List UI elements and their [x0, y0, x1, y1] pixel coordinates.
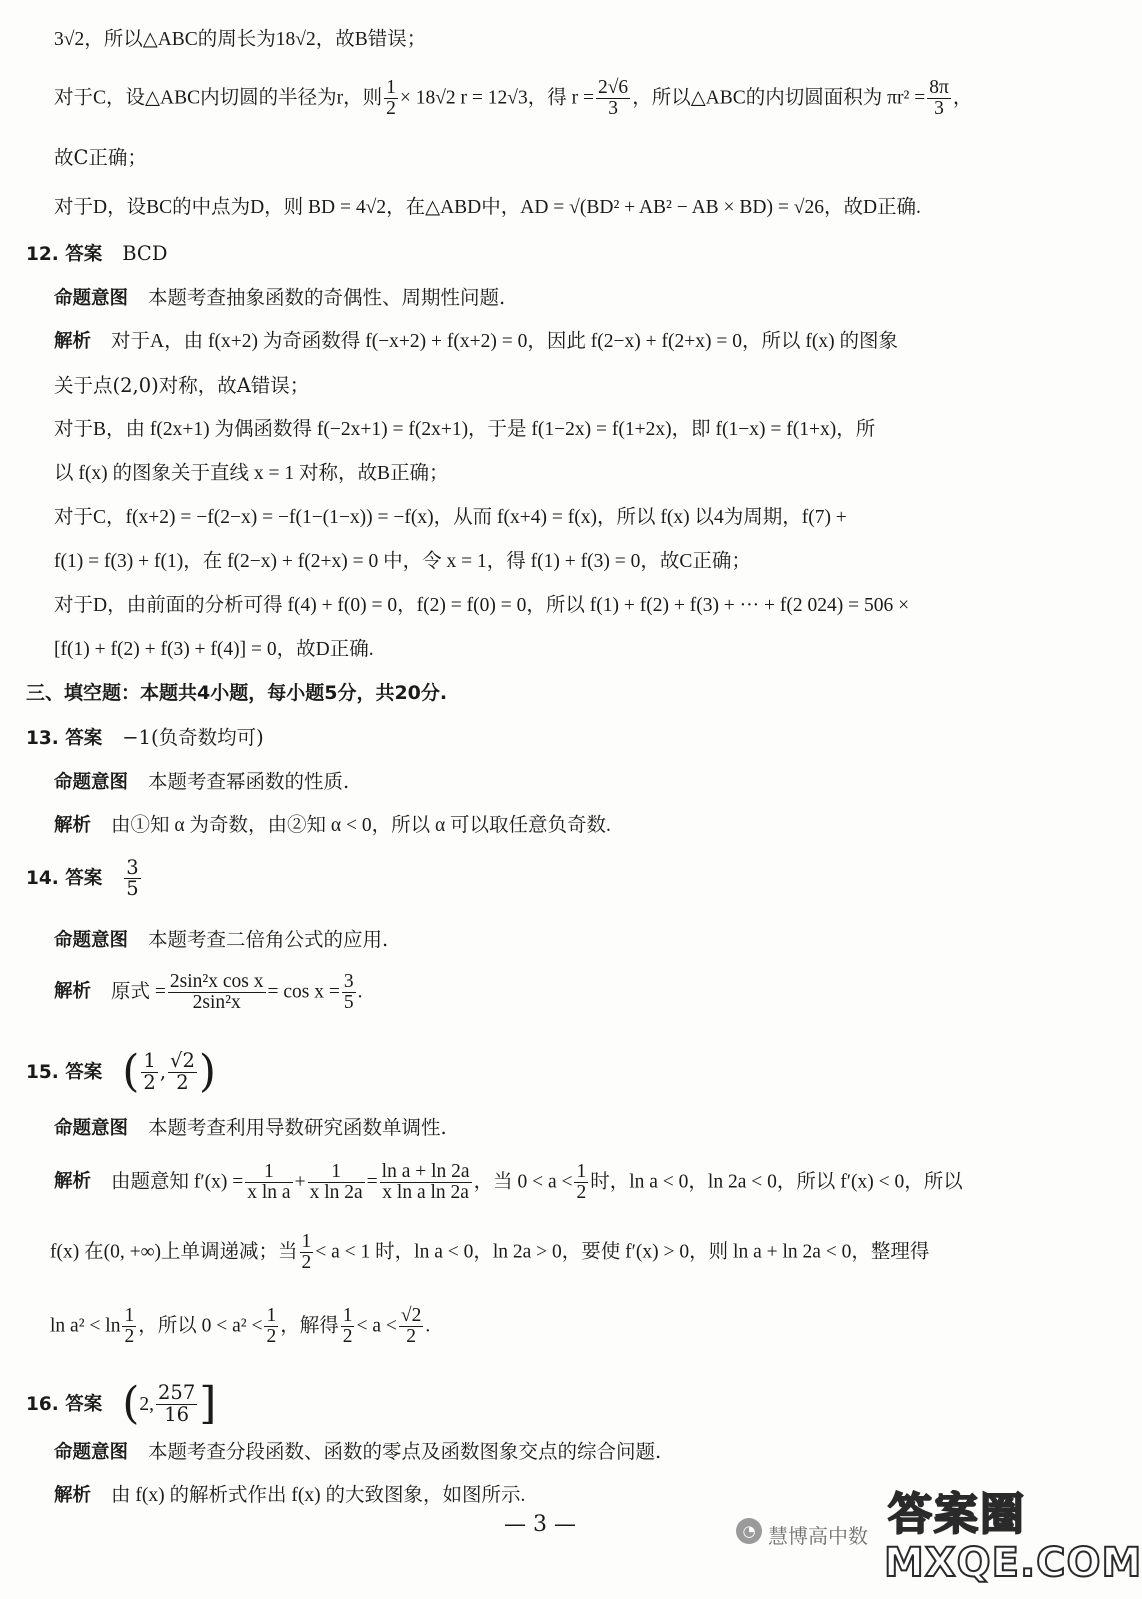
intent-line: 命题意图 本题考查抽象函数的奇偶性、周期性问题.: [54, 286, 506, 309]
watermark-logo-url: MXQE.COM: [884, 1540, 1142, 1586]
intent-line: 命题意图 本题考查幂函数的性质.: [54, 770, 350, 793]
fraction: $\frac{257}{16}$: [158, 1381, 196, 1426]
fraction: $\frac{1}{\text{x ln a}}$: [247, 1161, 291, 1204]
analysis-line: 解析 由 f(x) 的解析式作出 f(x) 的大致图象，如图所示.: [54, 1485, 526, 1506]
fraction: $\frac{\text{2sin²x cos x}}{\text{2sin²x}}$: [169, 971, 264, 1014]
intent-line: 命题意图 本题考查分段函数、函数的零点及函数图象交点的综合问题.: [54, 1440, 662, 1463]
answer-line-12: 12. 答案 BCD: [26, 242, 168, 265]
text-line: 以 f(x) 的图象关于直线 x = 1 对称，故B正确；: [54, 463, 449, 484]
fraction: $\frac{1}{2}$: [266, 1305, 277, 1348]
text-line: 关于点(2,0)对称，故A错误；: [54, 374, 310, 397]
intent-line: 命题意图 本题考查二倍角公式的应用.: [54, 928, 389, 951]
fraction: $\frac{1}{\text{x ln 2a}}$: [309, 1161, 363, 1204]
fraction: $\frac{1}{2}$: [143, 1049, 156, 1094]
answer-line-14: 14. 答案 $\frac{3}{5}$: [26, 856, 139, 901]
watermark-logo-text: 答案圈: [888, 1489, 1026, 1540]
wechat-icon: ◔: [736, 1518, 762, 1544]
analysis-line: 解析 对于A，由 f(x+2) 为奇函数得 f(−x+2) + f(x+2) = 0，因此 f(2−x) + f(2+x) = 0，所以 f(x) 的图象: [54, 331, 898, 352]
text-line: 故C正确；: [54, 146, 147, 169]
fraction: $\frac{2√6}{3}$: [597, 77, 629, 120]
text-line: 3√2，所以△ABC的周长为18√2，故B错误；: [54, 29, 427, 50]
fraction: $\frac{3}{5}$: [343, 971, 354, 1014]
intent-line: 命题意图 本题考查利用导数研究函数单调性.: [54, 1116, 447, 1139]
text-line: 对于C，设△ABC内切圆的半径为r，则 $\frac{1}{2}$ × 18√2 r = 12√3，得 r = $\frac{2√6}{3}$ ，所以△ABC的内切圆面积为 πr² = $\frac{8\pi}{3}$ ，: [54, 77, 973, 120]
watermark-logo: [880, 1478, 1142, 1594]
text-line: 对于D，由前面的分析可得 f(4) + f(0) = 0，f(2) = f(0) = 0，所以 f(1) + f(2) + f(3) + ··· + f(2 024) = 506 ×: [54, 595, 910, 616]
fraction: $\frac{1}{2}$: [386, 77, 396, 120]
analysis-line: 解析 由题意知 f′(x) = $\frac{1}{\text{x ln a}}$ + $\frac{1}{\text{x ln 2a}}$ = $\frac{\text{ln a + ln 2a}}{\text{x ln a ln 2a}}$ ，当 0 < a < $\frac{1}{2}$ 时，ln a < 0，ln 2a < 0，所以 f′(x) < 0，所以: [54, 1161, 963, 1204]
fraction: $\frac{1}{2}$: [576, 1161, 587, 1204]
text-line: f(1) = f(3) + f(1)，在 f(2−x) + f(2+x) = 0 中，令 x = 1，得 f(1) + f(3) = 0，故C正确；: [54, 551, 751, 572]
fraction: $\frac{\text{ln a + ln 2a}}{\text{x ln a ln 2a}}$: [381, 1161, 470, 1204]
fraction: $\frac{1}{2}$: [342, 1305, 353, 1348]
answer-line-15: 15. 答案 ( $\frac{1}{2}$ , $\frac{√2}{2}$ ): [26, 1046, 217, 1097]
fraction: $\frac{8\pi}{3}$: [929, 77, 949, 120]
fraction: $\frac{1}{2}$: [124, 1305, 135, 1348]
text-line: ln a² < ln $\frac{1}{2}$ ，所以 0 < a² < $\frac{1}{2}$ ，解得 $\frac{1}{2}$ < a < $\frac{√2}{2}$ .: [50, 1305, 431, 1348]
fraction: $\frac{3}{5}$: [126, 856, 139, 901]
analysis-line: 解析 由①知 α 为奇数，由②知 α < 0，所以 α 可以取任意负奇数.: [54, 815, 611, 836]
page-number: — 3 —: [504, 1512, 576, 1537]
answer-line-13: 13. 答案 −1(负奇数均可): [26, 726, 264, 749]
fraction: $\frac{√2}{2}$: [170, 1049, 195, 1094]
fraction: $\frac{1}{2}$: [301, 1231, 312, 1274]
text-line: 对于B，由 f(2x+1) 为偶函数得 f(−2x+1) = f(2x+1)，于是 f(1−2x) = f(1+2x)，即 f(1−x) = f(1+x)，所: [54, 419, 876, 440]
fraction: $\frac{√2}{2}$: [400, 1305, 422, 1348]
text-line: 对于D，设BC的中点为D，则 BD = 4√2，在△ABD中，AD = √(BD² + AB² − AB × BD) = √26，故D正确.: [54, 197, 921, 218]
analysis-line: 解析 原式 = $\frac{\text{2sin²x cos x}}{\text{2sin²x}}$ = cos x = $\frac{3}{5}$ .: [54, 971, 363, 1014]
section-heading: 三、填空题：本题共4小题，每小题5分，共20分.: [26, 682, 448, 704]
text-line: [f(1) + f(2) + f(3) + f(4)] = 0，故D正确.: [54, 639, 374, 660]
text-line: f(x) 在(0, +∞)上单调递减；当 $\frac{1}{2}$ < a < 1 时，ln a < 0，ln 2a > 0，要使 f′(x) > 0，则 ln a + ln 2a < 0，整理得: [50, 1231, 930, 1274]
text-line: 对于C，f(x+2) = −f(2−x) = −f(1−(1−x)) = −f(x)，从而 f(x+4) = f(x)，所以 f(x) 以4为周期，f(7) +: [54, 507, 847, 528]
answer-line-16: 16. 答案 (2, $\frac{257}{16}$ ]: [26, 1378, 217, 1429]
watermark-label: 慧博高中数: [768, 1524, 868, 1548]
